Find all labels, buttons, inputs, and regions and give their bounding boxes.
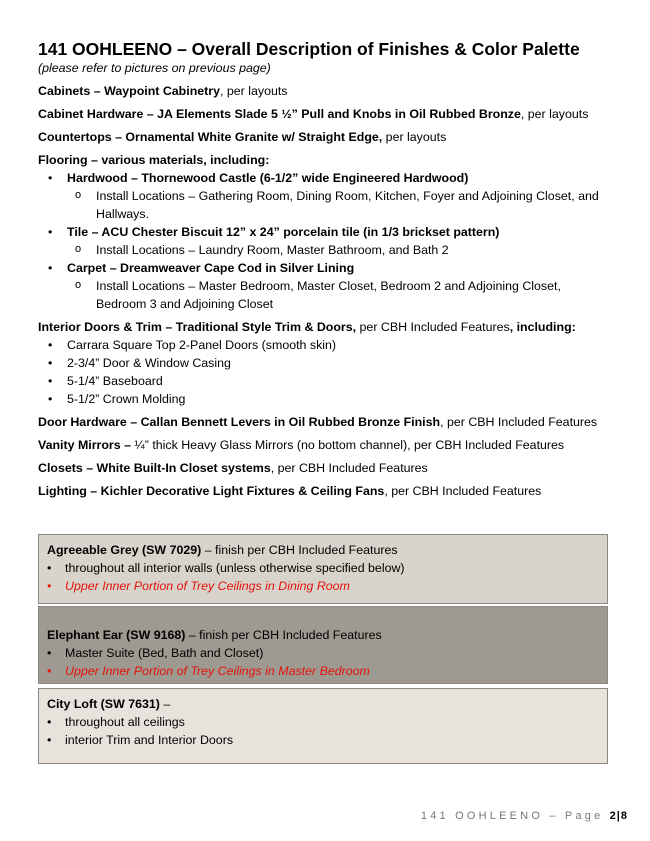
palette-city-loft	[38, 688, 608, 764]
page-footer	[421, 807, 628, 825]
flooring-sublist	[67, 277, 613, 313]
palette-agreeable-grey	[38, 534, 608, 604]
flooring-item-carpet	[38, 259, 613, 313]
palette-item: • interior Trim and Interior Doors	[47, 731, 599, 749]
flooring-list	[38, 169, 613, 313]
countertops-rest: per layouts	[382, 130, 447, 144]
lighting-line	[38, 482, 613, 500]
mirrors-label: Vanity Mirrors –	[38, 438, 131, 452]
flooring-item-tile	[38, 223, 613, 259]
palette-item: • Master Suite (Bed, Bath and Closet)	[47, 644, 599, 662]
palette-desc: –	[159, 697, 171, 711]
doors-item: • Carrara Square Top 2-Panel Doors (smooth skin)	[38, 336, 613, 354]
page-title: 141 OOHLEENO – Overall Description of Finishes & Color Palette	[38, 39, 580, 59]
hardware-label: Cabinet Hardware – JA Elements Slade 5 ½” Pull and Knobs in Oil Rubbed Bronze	[38, 107, 521, 121]
palette-desc: – finish per CBH Included Features	[201, 543, 398, 557]
footer-page: 2	[609, 810, 617, 822]
footer-separator: |	[616, 810, 621, 822]
countertops-line	[38, 128, 613, 146]
door-hardware-rest: , per CBH Included Features	[440, 415, 598, 429]
flooring-item-label: Tile – ACU Chester Biscuit 12” x 24” porcelain tile (in 1/3 brickset pattern)	[67, 225, 500, 239]
footer-label: 141 OOHLEENO – Page	[420, 810, 604, 822]
document-body	[38, 38, 613, 505]
countertops-label: Countertops – Ornamental White Granite w/ Straight Edge,	[38, 130, 383, 144]
mirrors-line	[38, 436, 613, 454]
flooring-sublist	[67, 187, 613, 223]
mirrors-rest: ¼” thick Heavy Glass Mirrors (no bottom channel), per CBH Included Features	[130, 438, 565, 452]
flooring-item-hardwood	[38, 169, 613, 223]
doors-list	[38, 336, 613, 408]
flooring-heading: Flooring – various materials, including:	[38, 153, 270, 167]
doors-item: • 5-1/2” Crown Molding	[38, 390, 613, 408]
palette-item: • throughout all interior walls (unless otherwise specified below)	[47, 559, 599, 577]
cabinets-rest: , per layouts	[220, 84, 288, 98]
doors-item: • 2-3/4” Door & Window Casing	[38, 354, 613, 372]
flooring-subitem: o Install Locations – Gathering Room, Dining Room, Kitchen, Foyer and Adjoining Closet, and Hallways.	[67, 187, 613, 223]
hardware-rest: , per layouts	[520, 107, 589, 121]
palette-heading	[47, 626, 599, 644]
flooring-subitem: o Install Locations – Master Bedroom, Master Closet, Bedroom 2 and Adjoining Closet, Bedroom 3 and Adjoining Closet	[67, 277, 613, 313]
lighting-rest: , per CBH Included Features	[384, 484, 542, 498]
palette-list	[47, 644, 599, 680]
flooring-sublist	[67, 241, 613, 259]
doors-item: • 5-1/4” Baseboard	[38, 372, 613, 390]
palette-desc: – finish per CBH Included Features	[185, 628, 382, 642]
footer-page-number	[610, 810, 628, 822]
closets-rest: , per CBH Included Features	[270, 461, 428, 475]
palette-heading	[47, 695, 599, 713]
subtitle: (please refer to pictures on previous page)	[38, 61, 271, 75]
palette-name: City Loft (SW 7631)	[47, 697, 160, 711]
door-hardware-line	[38, 413, 613, 431]
flooring-section	[38, 151, 613, 313]
palette-item-highlight: • Upper Inner Portion of Trey Ceilings in Master Bedroom	[47, 662, 599, 680]
palette-list	[47, 713, 599, 749]
hardware-line	[38, 105, 613, 123]
cabinets-line	[38, 82, 613, 100]
cabinets-label: Cabinets – Waypoint Cabinetry	[38, 84, 220, 98]
lighting-label: Lighting – Kichler Decorative Light Fixtures & Ceiling Fans	[38, 484, 385, 498]
doors-including: , including:	[509, 320, 576, 334]
palette-name: Agreeable Grey (SW 7029)	[47, 543, 202, 557]
doors-section	[38, 318, 613, 408]
palette-elephant-ear	[38, 606, 608, 684]
palette-item-highlight: • Upper Inner Portion of Trey Ceilings in Dining Room	[47, 577, 599, 595]
palette-item: • throughout all ceilings	[47, 713, 599, 731]
flooring-subitem: o Install Locations – Laundry Room, Master Bathroom, and Bath 2	[67, 241, 613, 259]
palette-heading	[47, 541, 599, 559]
doors-label: Interior Doors & Trim – Traditional Style Trim & Doors,	[38, 320, 357, 334]
palette-list	[47, 559, 599, 595]
closets-line	[38, 459, 613, 477]
footer-total: 8	[620, 810, 628, 822]
door-hardware-label: Door Hardware – Callan Bennett Levers in Oil Rubbed Bronze Finish	[38, 415, 441, 429]
flooring-item-label: Carpet – Dreamweaver Cape Cod in Silver Lining	[67, 261, 355, 275]
doors-rest: per CBH Included Features	[356, 320, 510, 334]
palette-name: Elephant Ear (SW 9168)	[47, 628, 186, 642]
flooring-item-label: Hardwood – Thornewood Castle (6-1/2” wide Engineered Hardwood)	[67, 171, 469, 185]
closets-label: Closets – White Built-In Closet systems	[38, 461, 271, 475]
